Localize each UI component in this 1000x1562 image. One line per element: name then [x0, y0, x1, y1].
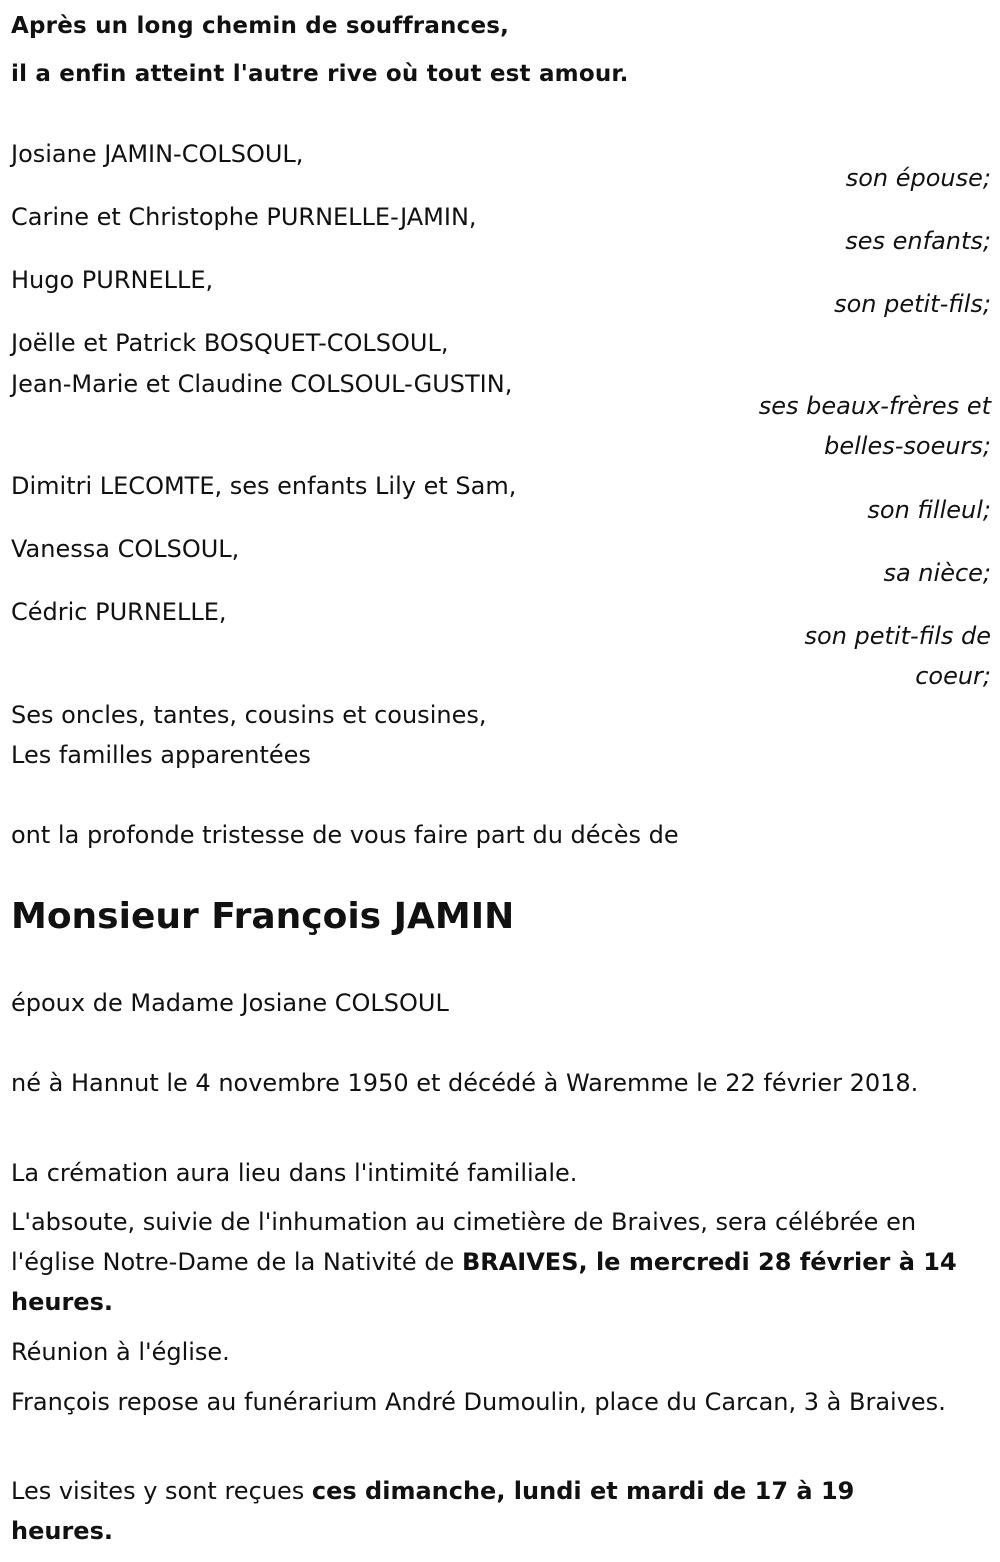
- family-relation: son petit-fils;: [834, 290, 991, 318]
- announcement: ont la profonde tristesse de vous faire part du décès de: [11, 821, 679, 849]
- family-name: Carine et Christophe PURNELLE-JAMIN,: [11, 203, 477, 231]
- family-name: Vanessa COLSOUL,: [11, 535, 240, 563]
- family-relation: belles-soeurs;: [824, 432, 991, 460]
- visits: [11, 1471, 911, 1551]
- ceremony-text: L'absoute, suivie de l'inhumation au cimetière de Braives, sera célébrée en l'église Notre-Dame de la Nativité de: [11, 1208, 917, 1276]
- others-line-1: Ses oncles, tantes, cousins et cousines,: [11, 701, 487, 729]
- family-relation: ses beaux-frères et: [758, 392, 991, 420]
- family-relation: sa nièce;: [883, 559, 991, 587]
- family-name: Jean-Marie et Claudine COLSOUL-GUSTIN,: [11, 370, 513, 398]
- others-line-2: Les familles apparentées: [11, 741, 311, 769]
- family-name: Dimitri LECOMTE, ses enfants Lily et Sam,: [11, 472, 517, 500]
- family-name: Josiane JAMIN-COLSOUL,: [11, 140, 304, 168]
- family-relation: son petit-fils de: [804, 622, 991, 650]
- ceremony: [11, 1202, 986, 1322]
- ceremony-details: BRAIVES, le mercredi 28 février à 14 heures.: [11, 1248, 957, 1316]
- reunion: Réunion à l'église.: [11, 1338, 230, 1366]
- spouse-line: époux de Madame Josiane COLSOUL: [11, 989, 449, 1017]
- visits-text: Les visites y sont reçues: [11, 1477, 312, 1505]
- family-name: Cédric PURNELLE,: [11, 598, 227, 626]
- deceased-name: Monsieur François JAMIN: [11, 896, 515, 937]
- funeral-home: François repose au funérarium André Dumoulin, place du Carcan, 3 à Braives.: [11, 1388, 946, 1416]
- intro-line-2: il a enfin atteint l'autre rive où tout est amour.: [11, 61, 629, 87]
- visits-hours: ces dimanche, lundi et mardi de 17 à 19 heures.: [11, 1477, 855, 1545]
- cremation: La crémation aura lieu dans l'intimité familiale.: [11, 1159, 578, 1187]
- family-name: Joëlle et Patrick BOSQUET-COLSOUL,: [11, 329, 449, 357]
- family-relation: son épouse;: [845, 164, 991, 192]
- family-relation: ses enfants;: [845, 227, 991, 255]
- family-relation: son filleul;: [867, 496, 991, 524]
- intro-line-1: Après un long chemin de souffrances,: [11, 13, 510, 39]
- family-relation: coeur;: [915, 662, 991, 690]
- family-name: Hugo PURNELLE,: [11, 266, 214, 294]
- birth-death: né à Hannut le 4 novembre 1950 et décédé à Waremme le 22 février 2018.: [11, 1069, 919, 1097]
